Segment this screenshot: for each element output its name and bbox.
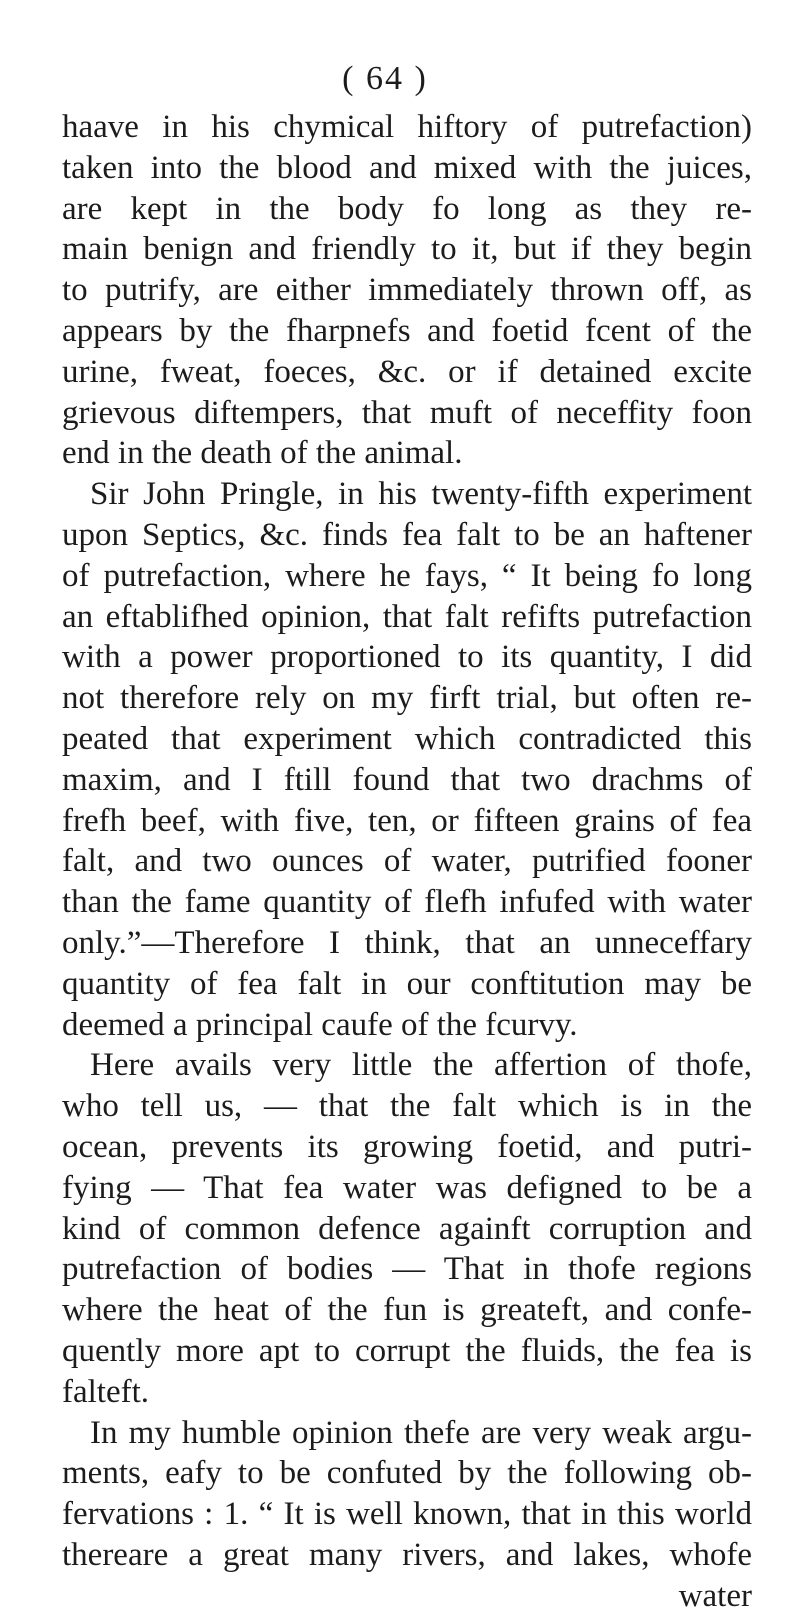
text-line: thereare a great many rivers, and lakes, whofe <box>62 1536 752 1573</box>
text-line: of putrefaction, where he fays, “ It being fo long <box>62 557 752 594</box>
text-line: putrefaction of bodies — That in thofe regions <box>62 1251 752 1288</box>
text-line: where the heat of the fun is greateft, and confe- <box>62 1292 752 1329</box>
text-line: end in the death of the animal. <box>62 435 463 472</box>
text-line: grievous diftempers, that muft of neceffity foon <box>62 394 752 431</box>
text-line: not therefore rely on my firft trial, but often re- <box>62 680 752 717</box>
text-line: with a power proportioned to its quantity, I did <box>62 639 752 676</box>
text-line: main benign and friendly to it, but if they begin <box>62 231 752 268</box>
text-line: upon Septics, &c. finds fea falt to be an haftener <box>62 516 752 553</box>
text-line: maxim, and I ftill found that two drachms of <box>62 761 752 798</box>
text-line: appears by the fharpnefs and foetid fcent of the <box>62 312 752 349</box>
text-line: an eftablifhed opinion, that falt refifts putrefaction <box>62 598 752 635</box>
text-line: Sir John Pringle, in his twenty-fifth experiment <box>90 476 752 513</box>
text-line: taken into the blood and mixed with the juices, <box>62 149 752 186</box>
text-line: peated that experiment which contradicted this <box>62 720 752 757</box>
page-number: ( 64 ) <box>342 60 428 97</box>
text-line: kind of common defence againft corruption and <box>62 1210 752 1247</box>
text-line: deemed a principal caufe of the fcurvy. <box>62 1006 578 1043</box>
text-line: fying — That fea water was defigned to be a <box>62 1169 752 1206</box>
catchword: water <box>678 1577 752 1614</box>
text-line: falteft. <box>62 1373 150 1410</box>
body-text <box>62 107 752 1616</box>
text-line: urine, fweat, foeces, &c. or if detained excite <box>62 353 752 390</box>
text-line: haave in his chymical hiftory of putrefaction) <box>62 109 752 145</box>
text-line: falt, and two ounces of water, putrified fooner <box>62 843 752 880</box>
text-line: quently more apt to corrupt the fluids, the fea is <box>62 1332 752 1369</box>
text-line: only.”—Therefore I think, that an unneceffary <box>62 924 752 961</box>
text-line: Here avails very little the affertion of thofe, <box>90 1047 752 1084</box>
text-line: ocean, prevents its growing foetid, and putri- <box>62 1128 752 1165</box>
text-line: ments, eafy to be confuted by the following ob- <box>62 1455 752 1492</box>
text-line: fervations : 1. “ It is well known, that in this world <box>62 1496 752 1533</box>
text-line: to putrify, are either immediately thrown off, as <box>62 272 752 309</box>
text-line: who tell us, — that the falt which is in the <box>62 1088 752 1125</box>
text-line: quantity of fea falt in our conftitution may be <box>62 965 752 1002</box>
text-line: than the fame quantity of flefh infufed with water <box>62 884 752 921</box>
text-line: frefh beef, with five, ten, or fifteen grains of fea <box>62 802 752 839</box>
text-line: are kept in the body fo long as they re- <box>62 190 752 227</box>
text-line: In my humble opinion thefe are very weak argu- <box>90 1414 752 1451</box>
